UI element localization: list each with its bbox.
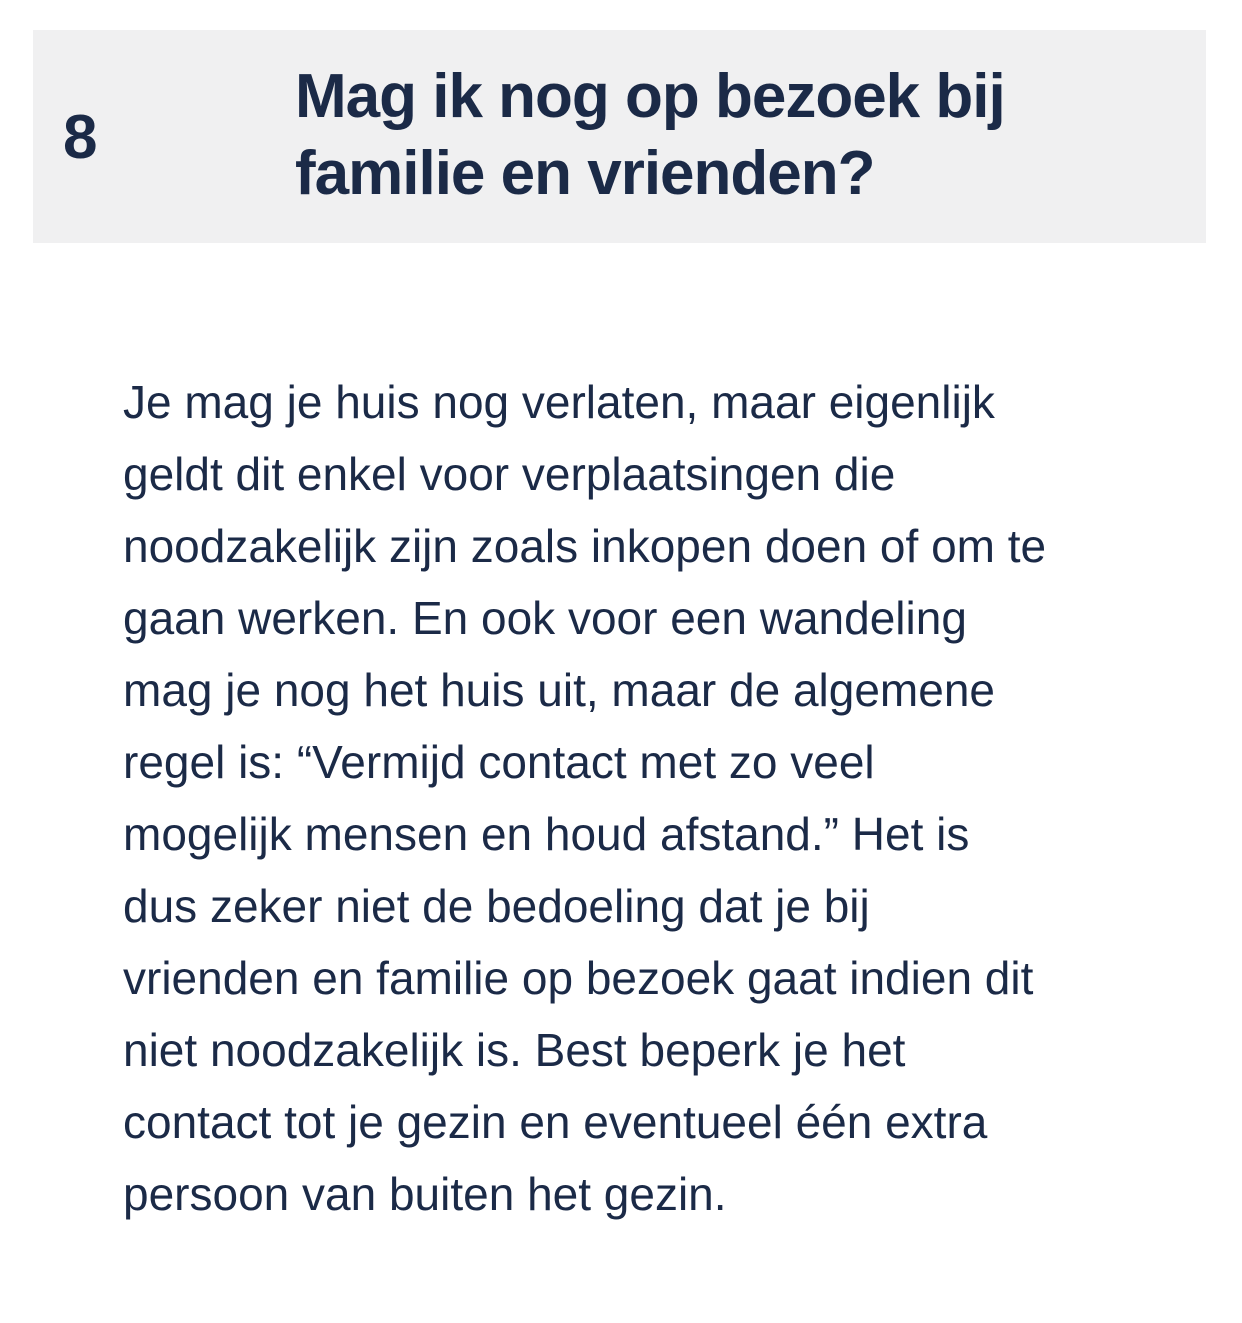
faq-answer-line: vrienden en familie op bezoek gaat indien dit [123,952,1034,1004]
faq-answer-line: noodzakelijk zijn zoals inkopen doen of om te [123,520,1047,572]
faq-answer-line: persoon van buiten het gezin. [123,1168,727,1220]
faq-answer-line: geldt dit enkel voor verplaatsingen die [123,448,896,500]
faq-answer-line: dus zeker niet de bedoeling dat je bij [123,880,870,932]
faq-question-line: familie en vrienden? [295,139,875,208]
faq-header[interactable] [33,30,1206,243]
faq-answer-line: Je mag je huis nog verlaten, maar eigenlijk [123,376,995,428]
faq-number: 8 [63,103,98,172]
faq-answer-line: mogelijk mensen en houd afstand.” Het is [123,808,970,860]
faq-answer-line: niet noodzakelijk is. Best beperk je het [123,1024,906,1076]
faq-question-line: Mag ik nog op bezoek bij [295,62,1005,131]
faq-answer [123,366,1123,1230]
faq-answer-line: regel is: “Vermijd contact met zo veel [123,736,875,788]
faq-answer-line: gaan werken. En ook voor een wandeling [123,592,967,644]
faq-question [295,58,1155,212]
faq-answer-line: contact tot je gezin en eventueel één extra [123,1096,988,1148]
faq-answer-line: mag je nog het huis uit, maar de algemene [123,664,995,716]
